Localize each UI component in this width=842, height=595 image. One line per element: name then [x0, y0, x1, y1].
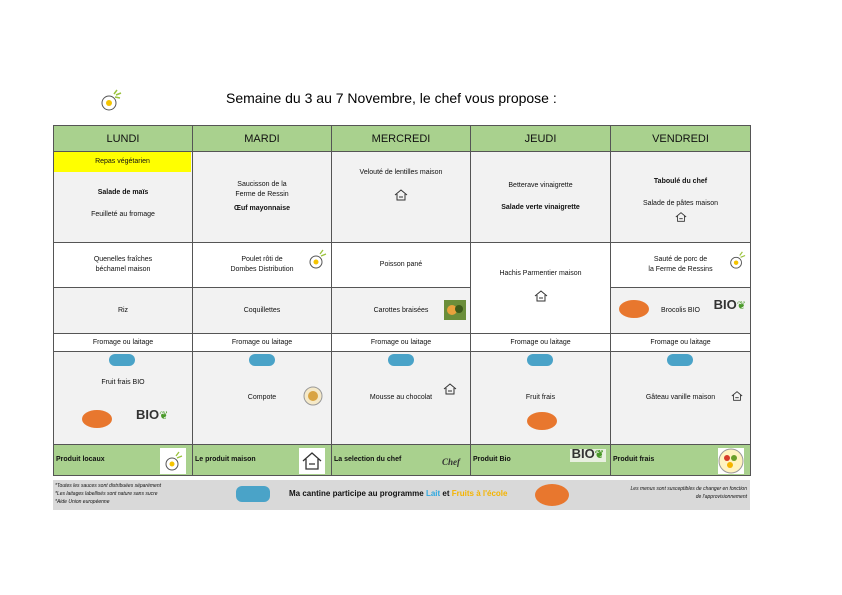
mardi-laitage: Fromage ou laitage — [231, 338, 293, 346]
footer-notes — [55, 482, 161, 506]
vendredi-entree-cell — [611, 152, 751, 243]
legend-produit-maison — [193, 445, 332, 476]
legend-produit-locaux — [54, 445, 193, 476]
jeudi-laitage-cell — [471, 334, 611, 352]
mercredi-dessert-cell — [332, 352, 471, 445]
plat-row — [54, 243, 751, 288]
fruits-ecole-logo-icon — [527, 412, 557, 430]
lundi-accomp: Riz — [117, 306, 129, 314]
legend-produit-frais — [611, 445, 751, 476]
day-header-mercredi: MERCREDI — [332, 126, 471, 152]
lait-ecole-logo-icon — [109, 354, 135, 366]
mercredi-plat-cell — [332, 243, 471, 288]
local-product-logo-icon — [728, 249, 746, 271]
disclaimer-line: de l'approvisionnement — [695, 494, 747, 500]
menu-table — [53, 125, 751, 476]
vendredi-dessert: Gâteau vanille maison — [645, 394, 716, 401]
mardi-plat-2: Dombes Distribution — [230, 266, 294, 273]
local-product-logo-icon — [307, 247, 327, 271]
mardi-entree-2: Œuf mayonnaise — [233, 205, 290, 212]
vegetarian-tag: Repas végétarien — [54, 152, 191, 172]
mercredi-entree: Velouté de lentilles maison — [359, 169, 443, 176]
mercredi-laitage: Fromage ou laitage — [370, 338, 432, 346]
disclaimer-line: Les menus sont susceptibles de changer en fonction — [630, 486, 747, 492]
vendredi-entree-2: Salade de pâtes maison — [642, 200, 719, 207]
lundi-plat-2: béchamel maison — [95, 266, 151, 273]
day-header-lundi: LUNDI — [54, 126, 193, 152]
footer-disclaimer — [631, 485, 747, 501]
mardi-dessert: Compote — [247, 394, 277, 401]
legend-produit-bio — [471, 445, 611, 476]
mercredi-accomp-cell — [332, 288, 471, 334]
day-header-mardi: MARDI — [193, 126, 332, 152]
fruits-ecole-logo-icon — [535, 484, 569, 506]
lundi-entree-2: Feuilleté au fromage — [91, 211, 155, 218]
fruits-ecole-logo-icon — [82, 410, 112, 428]
mardi-entree-1a: Saucisson de la — [237, 181, 287, 188]
dessert-row — [54, 352, 751, 445]
jeudi-entree-1: Betterave vinaigrette — [508, 182, 573, 189]
legend-selection-chef — [332, 445, 471, 476]
lundi-plat-1: Quenelles fraîches — [93, 256, 153, 263]
page-title: Semaine du 3 au 7 Novembre, le chef vous propose : — [226, 90, 557, 106]
mercredi-accomp: Carottes braisées — [373, 306, 429, 314]
jeudi-entree-2: Salade verte vinaigrette — [501, 204, 580, 211]
chef-selection-logo-icon — [438, 448, 464, 474]
vendredi-plat-cell — [611, 243, 751, 288]
programme-prefix: Ma cantine participe au programme — [289, 489, 424, 498]
vendredi-laitage: Fromage ou laitage — [650, 338, 711, 346]
programme-lait: Lait — [425, 489, 441, 498]
jeudi-plat-cell — [471, 243, 611, 334]
bio-logo-icon: BIO❦ — [136, 407, 169, 422]
jeudi-entree-cell — [471, 152, 611, 243]
programme-et: et — [442, 489, 450, 498]
mercredi-laitage-cell — [332, 334, 471, 352]
house-icon — [299, 448, 325, 474]
bio-logo-icon: BIO❦ — [713, 297, 746, 312]
mardi-plat-cell — [193, 243, 332, 288]
legend-label: Produit Bio — [473, 456, 511, 463]
entree-row — [54, 152, 751, 243]
legend-label: La selection du chef — [334, 456, 402, 463]
mardi-laitage-cell — [193, 334, 332, 352]
svg-text:Chef: Chef — [442, 457, 460, 467]
jeudi-plat: Hachis Parmentier maison — [499, 270, 582, 277]
vendredi-laitage-cell — [611, 334, 751, 352]
lait-ecole-logo-icon — [236, 486, 270, 502]
house-icon — [442, 382, 458, 396]
mardi-entree-1b: Ferme de Ressin — [235, 191, 289, 198]
day-header-row — [54, 126, 751, 152]
lait-ecole-logo-icon — [667, 354, 693, 366]
house-icon — [730, 390, 744, 402]
lait-ecole-logo-icon — [388, 354, 414, 366]
lundi-entree-cell — [54, 152, 193, 243]
vendredi-plat-2: la Ferme de Ressins — [648, 266, 713, 273]
lait-ecole-logo-icon — [249, 354, 275, 366]
lundi-laitage: Fromage ou laitage — [92, 338, 154, 346]
house-icon — [393, 188, 409, 202]
jeudi-laitage: Fromage ou laitage — [510, 338, 571, 346]
lundi-accomp-cell — [54, 288, 193, 334]
legend-label: Produit frais — [613, 456, 655, 463]
accompagnement-row — [54, 288, 751, 334]
local-product-logo-icon — [160, 448, 186, 474]
footer-note: *Toutes les sauces sont distribuées séparément — [55, 483, 161, 489]
lait-ecole-logo-icon — [527, 354, 553, 366]
laitage-row — [54, 334, 751, 352]
chef-selection-photo-icon — [303, 386, 323, 406]
mardi-plat-1: Poulet rôti de — [241, 256, 283, 263]
footer — [53, 480, 750, 510]
mercredi-dessert: Mousse au chocolat — [369, 394, 433, 401]
local-product-logo-icon — [96, 86, 124, 114]
lundi-plat-cell — [54, 243, 193, 288]
vendredi-plat-1: Sauté de porc de — [653, 256, 708, 263]
vendredi-dessert-cell — [611, 352, 751, 445]
mercredi-plat: Poisson pané — [379, 261, 423, 268]
lundi-laitage-cell — [54, 334, 193, 352]
mardi-accomp-cell — [193, 288, 332, 334]
footer-programme-text — [289, 489, 507, 498]
day-header-jeudi: JEUDI — [471, 126, 611, 152]
vendredi-accomp-cell — [611, 288, 751, 334]
lundi-dessert-cell — [54, 352, 193, 445]
mardi-entree-cell — [193, 152, 332, 243]
lundi-dessert: Fruit frais BIO — [101, 379, 145, 386]
legend-label: Produit locaux — [56, 456, 105, 463]
day-header-vendredi: VENDREDI — [611, 126, 751, 152]
mardi-dessert-cell — [193, 352, 332, 445]
mercredi-entree-cell — [332, 152, 471, 243]
jeudi-dessert-cell — [471, 352, 611, 445]
chef-selection-photo-icon — [444, 300, 466, 320]
mardi-accomp: Coquillettes — [243, 306, 281, 314]
vendredi-accomp: Brocolis BIO — [661, 306, 700, 314]
footer-note: *Les laitages labellisés sont nature sans sucre — [55, 491, 158, 497]
house-icon — [674, 211, 688, 223]
jeudi-dessert: Fruit frais — [525, 394, 556, 401]
fruits-ecole-logo-icon — [619, 300, 649, 318]
vendredi-entree-1: Taboulé du chef — [653, 178, 708, 185]
legend-label: Le produit maison — [195, 456, 256, 463]
bio-logo-icon: BIO❦ — [571, 446, 604, 461]
fresh-produce-logo-icon — [718, 448, 744, 474]
house-icon — [533, 289, 549, 303]
footer-note: *Aide Union européenne — [55, 499, 110, 505]
legend-row — [54, 445, 751, 476]
programme-fruits: Fruits à l'école — [451, 489, 508, 498]
lundi-entree-1: Salade de maïs — [97, 189, 149, 196]
